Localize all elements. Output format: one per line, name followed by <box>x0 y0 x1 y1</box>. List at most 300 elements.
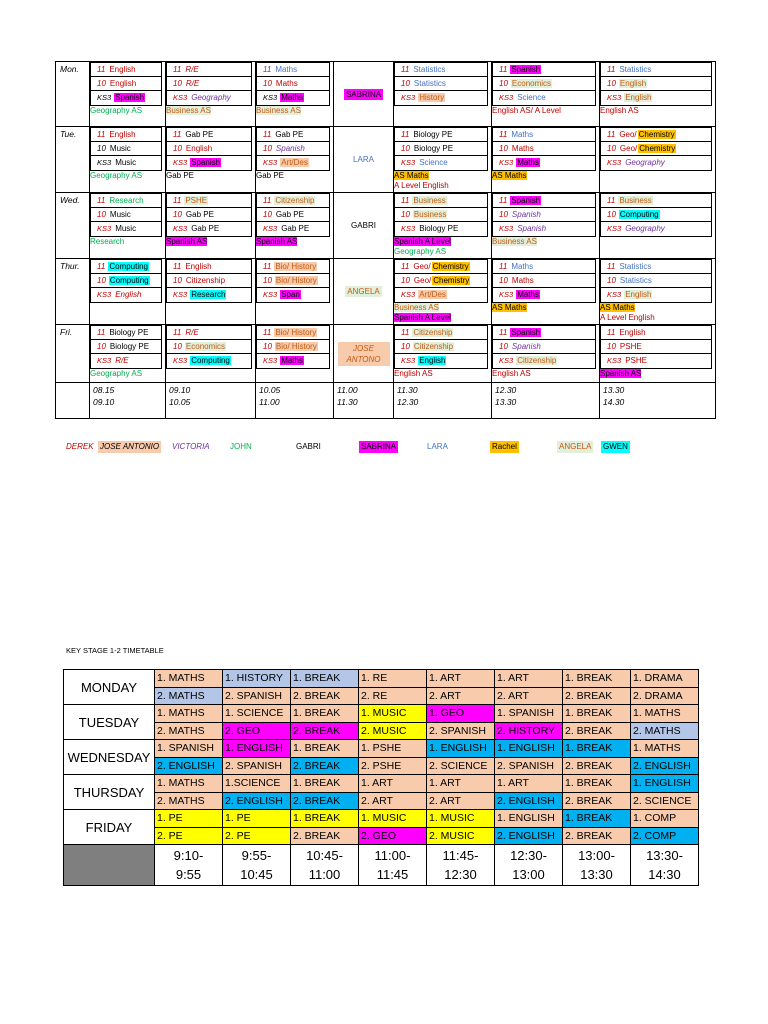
lesson-cell <box>394 325 492 383</box>
subject: Bio/ History <box>275 342 317 352</box>
class-line <box>493 90 595 104</box>
ks-time <box>427 845 495 886</box>
extra-class-line <box>492 369 599 379</box>
class-line <box>493 353 595 367</box>
day-row <box>56 127 716 193</box>
ks-lesson: 1. MUSIC <box>359 810 427 828</box>
ks-lesson: 1. ENGLISH <box>495 810 563 828</box>
year-group: 10 <box>97 342 106 352</box>
year-group: KS3 <box>607 356 622 366</box>
subject: Music <box>115 224 137 234</box>
break-teacher: GABRI <box>351 221 376 230</box>
lesson-cell <box>492 193 600 259</box>
subject: Statistics <box>413 65 446 74</box>
class-box <box>256 127 330 171</box>
subject: Maths <box>275 79 298 89</box>
year-group: 10 <box>499 276 508 286</box>
ks-lesson: 2. SCIENCE <box>631 792 699 810</box>
subject: Gab PE <box>185 130 214 139</box>
extra-class: AS Maths <box>492 302 527 312</box>
class-line <box>601 141 711 155</box>
extra-class-line <box>90 237 165 247</box>
class-line <box>395 207 487 221</box>
ks-lesson: 2. ENGLISH <box>631 757 699 775</box>
class-line <box>91 287 161 301</box>
extra-class-line <box>394 303 491 313</box>
lesson-cell <box>166 259 256 325</box>
subject: R/E <box>115 356 129 366</box>
ks-lesson: 2. ART <box>495 687 563 705</box>
time-text: 09.10 <box>169 385 191 395</box>
ks-lesson: 1. BREAK <box>291 775 359 793</box>
extra-class: A Level English <box>600 312 655 322</box>
class-line <box>257 76 329 90</box>
subject: Spanish <box>511 210 541 220</box>
ks-lesson: 2. ART <box>427 687 495 705</box>
year-group: 10 <box>499 144 508 154</box>
extra-class: Spanish AS <box>256 236 298 246</box>
ks-lesson: 2. BREAK <box>291 757 359 775</box>
subject: Science <box>517 93 546 103</box>
year-group: 10 <box>263 210 272 220</box>
ks-lesson: 2. BREAK <box>563 792 631 810</box>
lesson-cell <box>90 127 166 193</box>
time-text: 13.30 <box>603 385 625 395</box>
subject: English <box>625 93 652 103</box>
time-text: 13.30 <box>495 397 517 407</box>
ks-lesson: 2. BREAK <box>291 722 359 740</box>
ks-lesson: 1. ART <box>495 670 563 688</box>
subject: English <box>185 144 213 154</box>
ks-lesson: 2. ENGLISH <box>495 792 563 810</box>
extra-class-line <box>394 181 491 191</box>
class-line <box>257 194 329 207</box>
extra-class: English AS <box>394 368 433 378</box>
ks-lesson: 1. BREAK <box>291 670 359 688</box>
class-line <box>601 90 711 104</box>
year-group: KS3 <box>607 158 622 168</box>
year-group: 11 <box>263 262 272 271</box>
class-line <box>257 63 329 76</box>
class-line <box>493 76 595 90</box>
break-teacher-cell <box>334 325 394 383</box>
year-group: KS3 <box>263 290 278 300</box>
year-group: KS3 <box>607 93 622 103</box>
legend-teacher: DEREK <box>66 442 94 451</box>
year-group: 10 <box>97 79 106 89</box>
class-line <box>601 128 711 141</box>
year-group: 11 <box>607 328 616 337</box>
subject: Business <box>413 210 447 220</box>
time-cell <box>600 383 716 419</box>
lesson-cell <box>166 193 256 259</box>
subject: Maths <box>511 276 534 286</box>
ks-lesson: 1. ENGLISH <box>427 740 495 758</box>
year-group: KS3 <box>499 290 514 300</box>
extra-class: Business AS <box>166 105 211 115</box>
lesson-cell <box>492 62 600 127</box>
lesson-cell <box>394 62 492 127</box>
year-group: 11 <box>263 130 272 139</box>
year-group: 10 <box>97 144 106 154</box>
subject: Geo/ <box>413 276 432 286</box>
extra-class-line <box>166 106 255 116</box>
day-row <box>56 62 716 127</box>
class-line <box>493 63 595 76</box>
time-text: 10.05 <box>169 397 191 407</box>
year-group: 11 <box>263 196 272 205</box>
ks-lesson: 1. PE <box>155 810 223 828</box>
ks-lesson: 2. HISTORY <box>495 722 563 740</box>
subject: Computing <box>191 356 230 366</box>
extra-class-line <box>90 369 165 379</box>
year-group: 11 <box>173 196 182 205</box>
subject: Research <box>191 290 226 300</box>
ks-lesson: 1.SCIENCE <box>223 775 291 793</box>
ks-lesson: 1. MATHS <box>631 705 699 723</box>
ks-time <box>155 845 223 886</box>
year-group: KS3 <box>401 158 416 168</box>
year-group: 10 <box>607 276 616 286</box>
ks-row <box>64 827 699 845</box>
ks-lesson: 2. SPANISH <box>495 757 563 775</box>
extra-class: Spanish AS <box>166 236 208 246</box>
class-box <box>256 62 330 106</box>
subject: Business <box>619 196 652 205</box>
lesson-cell <box>256 62 334 127</box>
subject: Chemistry <box>639 144 676 154</box>
year-group: KS3 <box>401 290 416 300</box>
year-group: 11 <box>97 262 106 271</box>
extra-class-line <box>394 237 491 247</box>
year-group: 11 <box>607 196 616 205</box>
ks-lesson: 1. ENGLISH <box>631 775 699 793</box>
year-group: KS3 <box>173 290 188 300</box>
extra-class: Business AS <box>492 236 537 246</box>
year-group: 10 <box>173 210 182 220</box>
subject: Gab PE <box>185 210 214 220</box>
class-line <box>395 90 487 104</box>
lesson-cell <box>166 127 256 193</box>
ks-lesson: 2. ART <box>427 792 495 810</box>
extra-class: Geography AS <box>394 246 447 256</box>
subject: Art/Des <box>281 158 308 168</box>
time-text: 14.30 <box>603 397 625 407</box>
subject: Statistics <box>413 79 446 89</box>
class-line <box>257 353 329 367</box>
extra-class-line <box>492 106 599 116</box>
class-line <box>395 141 487 155</box>
ks-lesson: 1. PSHE <box>359 740 427 758</box>
class-line <box>257 287 329 301</box>
ks-lesson: 2. COMP <box>631 827 699 845</box>
extra-class: Geography AS <box>90 105 143 115</box>
ks-time-text: 10:45- <box>306 848 343 863</box>
extra-class: English AS/ A Level <box>492 105 561 115</box>
times-corner <box>56 383 90 419</box>
year-group: 11 <box>401 130 410 139</box>
subject: English <box>115 290 142 300</box>
ks-time-text: 12:30 <box>444 867 477 882</box>
subject: English <box>619 328 646 337</box>
subject: Maths <box>275 65 298 74</box>
subject: Biology PE <box>109 328 149 337</box>
lesson-cell <box>492 127 600 193</box>
lesson-cell <box>256 127 334 193</box>
subject: Spanish <box>517 224 547 234</box>
ks-lesson: 1. SPANISH <box>155 740 223 758</box>
year-group: KS3 <box>97 356 112 366</box>
ks-time-text: 11:00- <box>374 848 411 863</box>
subject: Geography <box>625 158 665 168</box>
year-group: 10 <box>401 342 410 352</box>
class-line <box>601 221 711 235</box>
year-group: 10 <box>173 276 182 286</box>
ks-lesson: 1. BREAK <box>563 670 631 688</box>
ks-row <box>64 705 699 723</box>
lesson-cell <box>256 325 334 383</box>
year-group: 11 <box>401 262 410 271</box>
class-line <box>395 221 487 235</box>
extra-class-line <box>600 313 715 323</box>
subject: History <box>419 93 445 103</box>
extra-class-line <box>256 171 333 181</box>
ks-lesson: 2. GEO <box>359 827 427 845</box>
lesson-cell <box>600 325 716 383</box>
year-group: KS3 <box>97 93 112 103</box>
class-line <box>395 273 487 287</box>
year-group: KS3 <box>401 93 416 103</box>
year-group: 10 <box>401 144 410 154</box>
year-group: KS3 <box>499 158 514 168</box>
subject: English <box>109 65 136 74</box>
extra-class: Business AS <box>256 105 301 115</box>
year-group: 10 <box>97 276 106 286</box>
ks-lesson: 2. BREAK <box>563 827 631 845</box>
ks-time-text: 13:00 <box>512 867 545 882</box>
year-group: 10 <box>263 79 272 89</box>
class-line <box>601 155 711 169</box>
subject: Spanish <box>275 144 305 154</box>
ks-lesson: 2. BREAK <box>563 757 631 775</box>
year-group: 11 <box>263 328 272 337</box>
extra-class-line <box>492 171 599 181</box>
extra-class: A Level English <box>394 180 449 190</box>
subject: Citizenship <box>517 356 557 366</box>
subject: Spanish <box>191 158 221 168</box>
year-group: 10 <box>97 210 106 220</box>
class-line <box>493 221 595 235</box>
class-box <box>166 325 252 369</box>
subject: Geography <box>191 93 231 103</box>
subject: Maths <box>517 290 539 300</box>
year-group: KS3 <box>401 356 416 366</box>
subject: Biology PE <box>419 224 459 234</box>
ks-lesson: 2. MUSIC <box>427 827 495 845</box>
subject: Geo/ <box>619 144 638 154</box>
subject: Biology PE <box>413 144 454 154</box>
year-group: 10 <box>173 144 182 154</box>
time-text: 11.30 <box>337 397 358 407</box>
class-line <box>257 207 329 221</box>
lesson-cell <box>256 193 334 259</box>
class-line <box>167 260 251 273</box>
ks-lesson: 1. BREAK <box>291 740 359 758</box>
subject: Economics <box>511 79 552 89</box>
class-box <box>256 193 330 237</box>
year-group: 10 <box>499 342 508 352</box>
ks-lesson: 1. SCIENCE <box>223 705 291 723</box>
ks-time-text: 9:55 <box>175 867 202 882</box>
ks-lesson: 2. BREAK <box>291 792 359 810</box>
day-label: Fri. <box>56 325 90 383</box>
subject: PSHE <box>625 356 647 366</box>
subject: R/E <box>185 328 199 337</box>
time-cell <box>334 383 394 419</box>
class-line <box>601 260 711 273</box>
class-line <box>601 353 711 367</box>
class-line <box>91 260 161 273</box>
class-box <box>600 259 712 303</box>
ks-lesson: 1. BREAK <box>563 775 631 793</box>
lesson-cell <box>492 325 600 383</box>
class-line <box>601 339 711 353</box>
subject: Citizenship <box>413 328 453 337</box>
class-line <box>91 339 161 353</box>
class-line <box>395 326 487 339</box>
ks-time <box>563 845 631 886</box>
class-line <box>91 273 161 287</box>
class-box <box>394 259 488 303</box>
class-line <box>167 207 251 221</box>
class-line <box>91 353 161 367</box>
extra-class: Gab PE <box>256 170 285 180</box>
day-row <box>56 259 716 325</box>
class-line <box>257 273 329 287</box>
ks-lesson: 2. MATHS <box>155 687 223 705</box>
time-cell <box>90 383 166 419</box>
year-group: 10 <box>263 276 272 286</box>
break-teacher-cell <box>334 193 394 259</box>
class-line <box>395 260 487 273</box>
ks-lesson: 2. BREAK <box>291 687 359 705</box>
ks-lesson: 2. GEO <box>223 722 291 740</box>
class-line <box>91 128 161 141</box>
class-line <box>91 63 161 76</box>
day-label: Wed. <box>56 193 90 259</box>
extra-class-line <box>166 171 255 181</box>
class-box <box>492 259 596 303</box>
class-line <box>257 260 329 273</box>
class-line <box>493 260 595 273</box>
class-line <box>395 63 487 76</box>
lesson-cell <box>256 259 334 325</box>
year-group: 10 <box>401 276 410 286</box>
ks-lesson: 1. COMP <box>631 810 699 828</box>
subject: English <box>419 356 446 366</box>
year-group: 10 <box>401 210 410 220</box>
subject: Maths <box>511 262 534 271</box>
class-line <box>601 63 711 76</box>
class-line <box>493 207 595 221</box>
class-line <box>91 155 161 169</box>
extra-class: Geography AS <box>90 170 143 180</box>
ks-lesson: 1. BREAK <box>563 705 631 723</box>
class-line <box>395 76 487 90</box>
ks-lesson: 2. BREAK <box>563 722 631 740</box>
class-line <box>395 128 487 141</box>
year-group: 11 <box>263 65 272 74</box>
class-line <box>601 76 711 90</box>
extra-class-line <box>600 303 715 313</box>
year-group: 10 <box>173 79 182 89</box>
ks-lesson: 1. MATHS <box>155 775 223 793</box>
year-group: 11 <box>173 65 182 74</box>
subject: Maths <box>281 356 303 366</box>
class-line <box>601 273 711 287</box>
year-group: 11 <box>97 328 106 337</box>
year-group: 11 <box>401 328 410 337</box>
ks-day-label: THURSDAY <box>64 775 155 810</box>
class-line <box>395 155 487 169</box>
ks-lesson: 2. ENGLISH <box>495 827 563 845</box>
subject: Maths <box>517 158 539 168</box>
year-group: 10 <box>607 79 616 89</box>
year-group: 10 <box>401 79 410 89</box>
year-group: 11 <box>499 130 508 139</box>
class-line <box>601 194 711 207</box>
class-line <box>91 76 161 90</box>
ks-lesson: 2. SPANISH <box>427 722 495 740</box>
ks-lesson: 2. DRAMA <box>631 687 699 705</box>
subject: Music <box>109 210 131 220</box>
lesson-cell <box>600 259 716 325</box>
class-box <box>256 259 330 303</box>
subject: Gab PE <box>275 210 304 220</box>
class-line <box>601 326 711 339</box>
year-group: 11 <box>97 65 106 74</box>
lesson-cell <box>492 259 600 325</box>
ks-lesson: 2. BREAK <box>563 687 631 705</box>
class-box <box>600 127 712 171</box>
year-group: 10 <box>263 144 272 154</box>
break-teacher: ANGELA <box>347 287 380 296</box>
ks-lesson: 1. BREAK <box>563 810 631 828</box>
year-group: 10 <box>499 79 508 89</box>
year-group: 11 <box>173 130 182 139</box>
subject: Statistics <box>619 276 652 286</box>
class-line <box>91 141 161 155</box>
lesson-cell <box>600 193 716 259</box>
ks-lesson: 1. ENGLISH <box>223 740 291 758</box>
year-group: 11 <box>499 65 508 74</box>
year-group: KS3 <box>499 224 514 234</box>
class-line <box>257 326 329 339</box>
class-line <box>395 287 487 301</box>
ks-time <box>495 845 563 886</box>
subject: Spanish <box>511 196 541 205</box>
year-group: 11 <box>97 130 106 139</box>
time-text: 11.00 <box>259 397 280 407</box>
year-group: 10 <box>173 342 182 352</box>
ks-lesson: 1. BREAK <box>291 810 359 828</box>
ks-lesson: 2. PE <box>155 827 223 845</box>
extra-class-line <box>394 369 491 379</box>
class-box <box>492 325 596 369</box>
class-line <box>257 141 329 155</box>
year-group: 11 <box>401 196 410 205</box>
ks-lesson: 2. MATHS <box>155 792 223 810</box>
